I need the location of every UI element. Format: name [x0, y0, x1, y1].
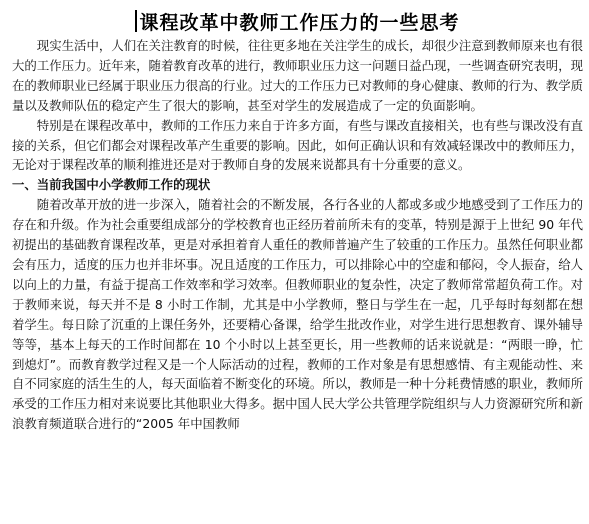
intro-paragraph-2: 特别是在课程改革中，教师的工作压力来自于许多方面，有些与课改直接相关，也有些与课改没有直接的关系，但它们都会对课程改革产生重要的影响。因此，如何正确认识和有效减轻课改中的教师压力，无论对于课程改革的顺利推进还是对于教师自身的发展来说都具有十分重要的意义。 — [12, 117, 583, 173]
title-row — [12, 6, 583, 36]
document-title: 课程改革中教师工作压力的一些思考 — [139, 11, 460, 34]
intro-paragraph-1: 现实生活中，人们在关注教育的时候，往往更多地在关注学生的成长，却很少注意到教师原来也有很大的工作压力。近年来，随着教育改革的进行，教师职业压力这一问题日益凸现，一些调查研究表明，现在的教师职业已经属于职业压力很高的行业。过大的工作压力已对教师的身心健康、教师的行为、教学质量以及教师队伍的稳定产生了很大的影响，甚至对学生的发展造成了一定的负面影响。 — [12, 38, 583, 113]
section-1-paragraph: 随着改革开放的进一步深入，随着社会的不断发展，各行各业的人都或多或少地感受到了工作压力的存在和升级。作为社会重要组成部分的学校教育也正经历着前所未有的变革，特别是源于上世纪 90 年代初提出的基础教育课程改革，更是对承担着育人重任的教师普遍产生了较重的工作压力。虽然任何职业都会有压力，适度的压力也并非坏事。况且适度的工作压力，可以排除心中的空虚和郁闷，令人振奋，给人以向上的力量，有益于提高工作效率和学习效率。但教师职业的复杂性，决定了教师常常超负荷工作。对于教师来说，每天并不是 8 小时工作制，尤其是中小学教师，整日与学生在一起，几乎每时每刻都在想着学生。每日除了沉重的上课任务外，还要精心备课，给学生批改作业，对学生进行思想教育、课外辅导等等，基本上每天的工作时间都在 10 个小时以上甚至更长，用一些教师的话来说就是：“两眼一睁，忙到熄灯”。而教育教学过程又是一个人际活动的过程，教师的工作对象是有思想感情、有主观能动性、来自不同家庭的活生生的人，每天面临着不断变化的环境。所以，教师是一种十分耗费情感的职业，教师所承受的工作压力相对来说要比其他职业大得多。据中国人民大学公共管理学院组织与人力资源研究所和新浪教育频道联合进行的“2005 年中国教师 — [12, 197, 583, 432]
text-cursor — [135, 10, 137, 32]
section-1-heading: 一、当前我国中小学教师工作的现状 — [12, 177, 211, 193]
